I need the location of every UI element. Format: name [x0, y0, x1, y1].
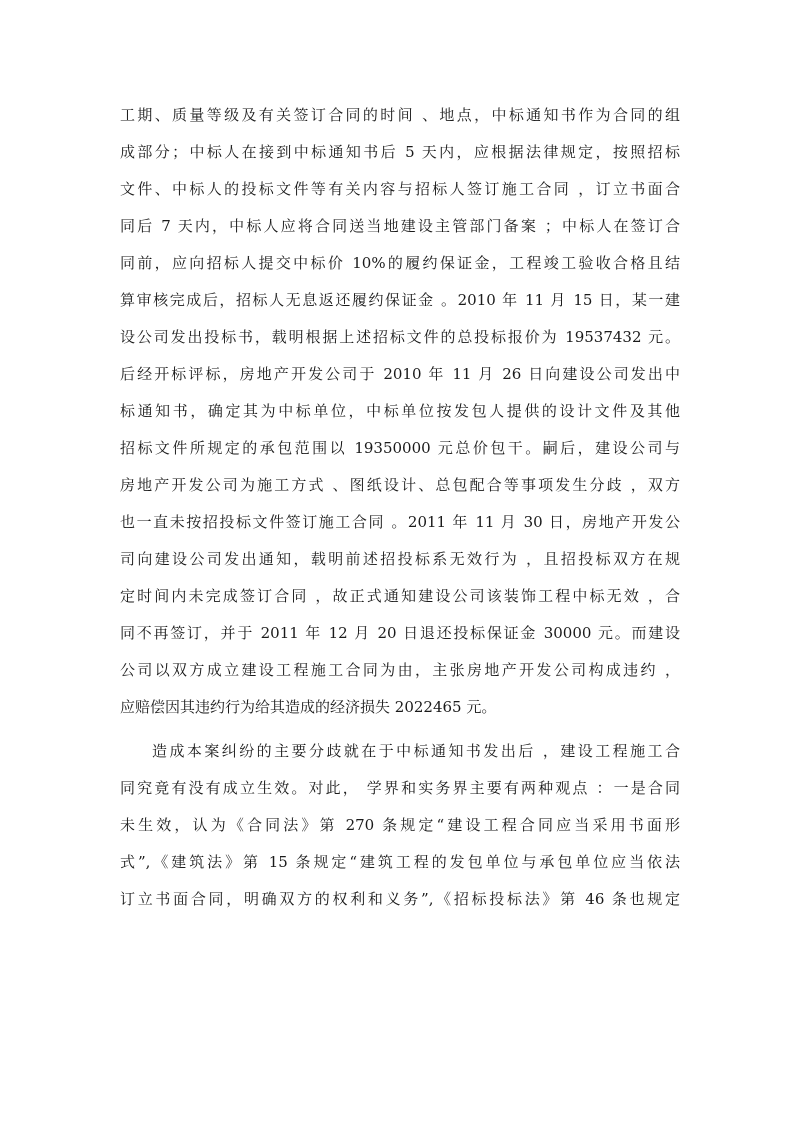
- text-line: 成部分；中标人在接到中标通知书后 5 天内，应根据法律规定，按照招标: [120, 143, 680, 161]
- text-line: 公司以双方成立建设工程施工合同为由，主张房地产开发公司构成违约 ，: [120, 661, 680, 679]
- text-line: 未生效，认为《合同法》第 270 条规定“建设工程合同应当采用书面形: [120, 816, 680, 834]
- text-line: 定时间内未完成签订合同 ，故正式通知建设公司该装饰工程中标无效 ，合: [120, 587, 680, 605]
- paragraph-first-line: 造成本案纠纷的主要分歧就在于中标通知书发出后 ，建设工程施工合: [152, 742, 680, 760]
- text-line: 算审核完成后，招标人无息返还履约保证金 。2010 年 11 月 15 日，某一建: [120, 291, 680, 309]
- text-line: 同前，应向招标人提交中标价 10%的履约保证金，工程竣工验收合格且结: [120, 254, 680, 272]
- text-line: 同究竟有没有成立生效。对此， 学界和实务界主要有两种观点 ：一是合同: [120, 779, 680, 797]
- text-line: 设公司发出投标书，载明根据上述招标文件的总投标报价为 19537432 元。: [120, 328, 680, 346]
- text-line: 房地产开发公司为施工方式 、图纸设计、总包配合等事项发生分歧 ，双方: [120, 476, 680, 494]
- text-line: 同不再签订，并于 2011 年 12 月 20 日退还投标保证金 30000 元。而建设: [120, 624, 680, 642]
- text-line: 同后 7 天内，中标人应将合同送当地建设主管部门备案 ；中标人在签订合: [120, 217, 680, 235]
- text-line: 订立书面合同，明确双方的权利和义务”,《招标投标法》第 46 条也规定: [120, 890, 680, 908]
- text-line: 司向建设公司发出通知，载明前述招投标系无效行为 ，且招投标双方在规: [120, 550, 680, 568]
- text-line: 文件、中标人的投标文件等有关内容与招标人签订施工合同 ，订立书面合: [120, 180, 680, 198]
- text-line: 后经开标评标，房地产开发公司于 2010 年 11 月 26 日向建设公司发出中: [120, 365, 680, 383]
- text-line: 招标文件所规定的承包范围以 19350000 元总价包干。嗣后，建设公司与: [120, 439, 680, 457]
- text-line: 也一直未按招投标文件签订施工合同 。2011 年 11 月 30 日，房地产开发公: [120, 513, 680, 531]
- text-line: 应赔偿因其违约行为给其造成的经济损失 2022465 元。: [120, 698, 497, 716]
- text-line: 式”,《建筑法》第 15 条规定“建筑工程的发包单位与承包单位应当依法: [120, 853, 680, 871]
- text-line: 标通知书，确定其为中标单位，中标单位按发包人提供的设计文件及其他: [120, 402, 680, 420]
- text-line: 工期、质量等级及有关签订合同的时间 、地点，中标通知书作为合同的组: [120, 106, 680, 124]
